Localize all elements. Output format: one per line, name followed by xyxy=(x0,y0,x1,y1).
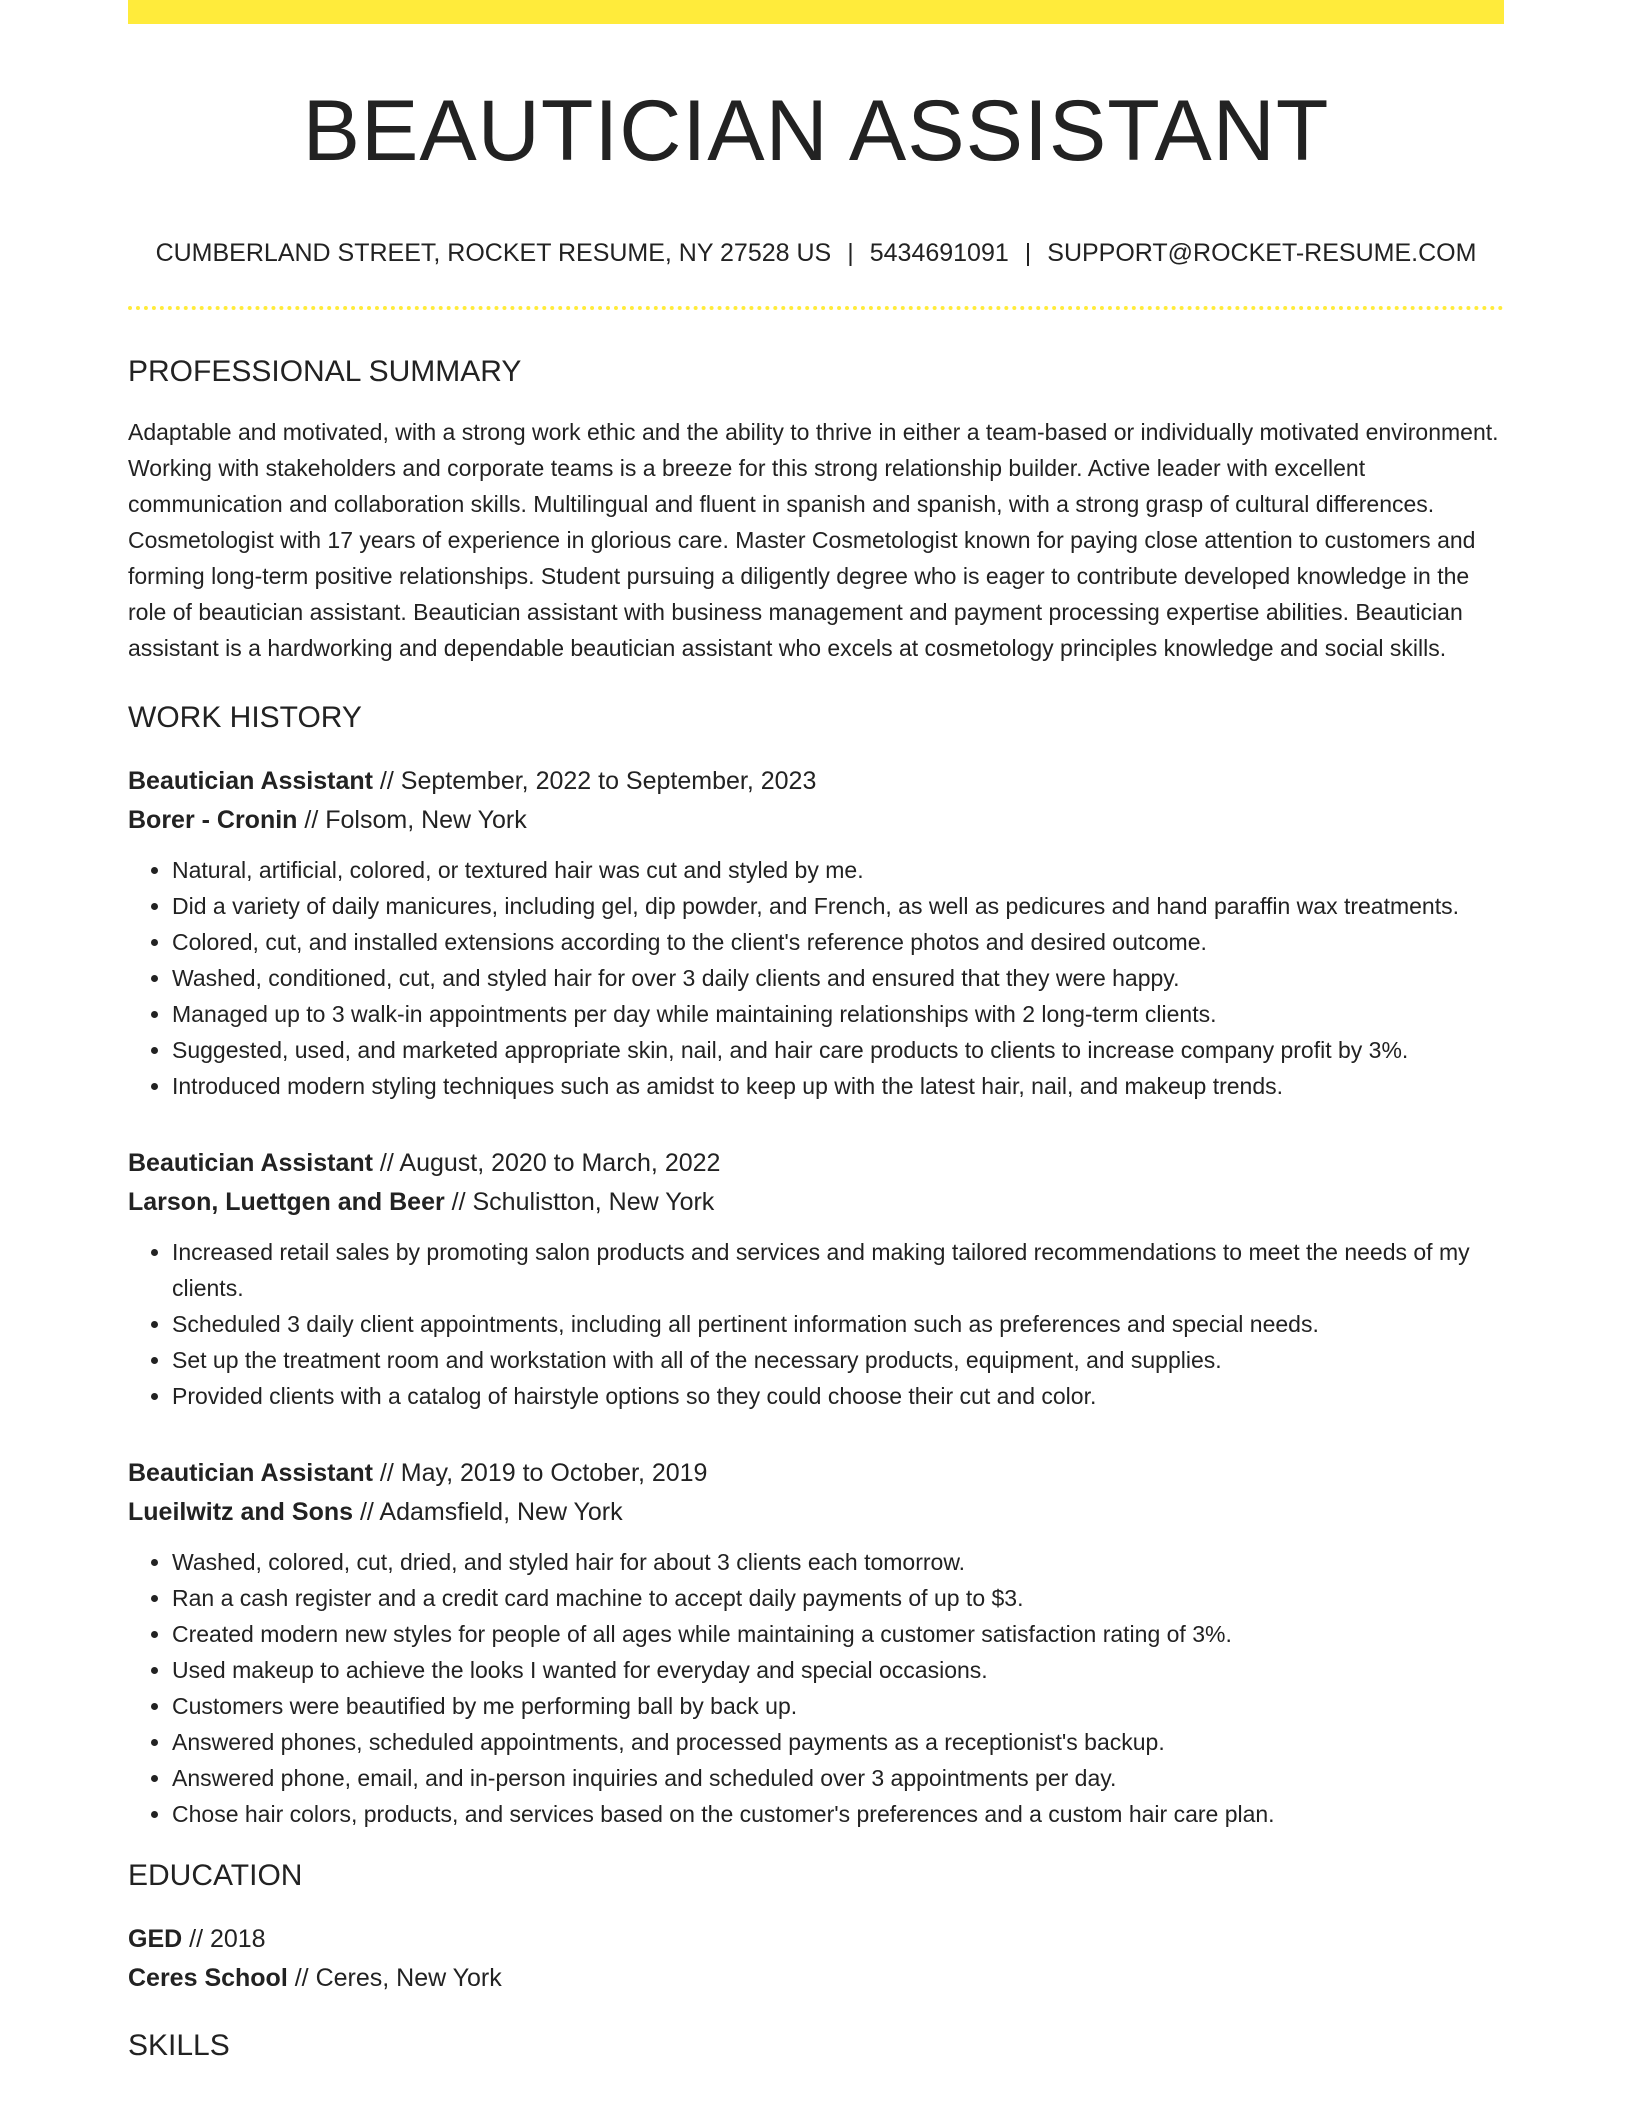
list-item: • Ran a cash register and a credit card machine to accept daily payments of up to $3. xyxy=(172,1580,1504,1616)
job-role: Beautician Assistant xyxy=(128,1149,373,1178)
job-role: Beautician Assistant xyxy=(128,1459,373,1488)
contact-separator: | xyxy=(847,239,854,268)
job-company: Borer - Cronin xyxy=(128,806,298,835)
education-entry xyxy=(128,1920,1504,1998)
education-location: // Ceres, New York xyxy=(287,1964,502,1993)
education-degree-line xyxy=(128,1920,1504,1959)
list-item: • Washed, colored, cut, dried, and styled hair for about 3 clients each tomorrow. xyxy=(172,1544,1504,1580)
education-year: // 2018 xyxy=(182,1925,266,1954)
job-entry xyxy=(128,762,1504,1104)
list-item: • Washed, conditioned, cut, and styled hair for over 3 daily clients and ensured that they were happy. xyxy=(172,960,1504,996)
list-item: • Did a variety of daily manicures, including gel, dip powder, and French, as well as pedicures and hand paraffin wax treatments. xyxy=(172,888,1504,924)
section-title-skills: SKILLS xyxy=(128,2029,230,2063)
job-location: // Schulistton, New York xyxy=(444,1188,715,1217)
list-item: • Managed up to 3 walk-in appointments per day while maintaining relationships with 2 long-term clients. xyxy=(172,996,1504,1032)
job-location: // Adamsfield, New York xyxy=(353,1498,623,1527)
job-role-line xyxy=(128,1144,1504,1183)
list-item: • Chose hair colors, products, and services based on the customer's preferences and a custom hair care plan. xyxy=(172,1796,1504,1832)
list-item: • Scheduled 3 daily client appointments, including all pertinent information such as preferences and special needs. xyxy=(172,1306,1504,1342)
list-item: • Created modern new styles for people of all ages while maintaining a customer satisfaction rating of 3%. xyxy=(172,1616,1504,1652)
list-item: • Set up the treatment room and workstation with all of the necessary products, equipment, and supplies. xyxy=(172,1342,1504,1378)
job-dates: // August, 2020 to March, 2022 xyxy=(372,1149,721,1178)
education-degree: GED xyxy=(128,1925,183,1954)
list-item: • Introduced modern styling techniques such as amidst to keep up with the latest hair, nail, and makeup trends. xyxy=(172,1068,1504,1104)
job-company: Lueilwitz and Sons xyxy=(128,1498,354,1527)
list-item: • Natural, artificial, colored, or textured hair was cut and styled by me. xyxy=(172,852,1504,888)
job-location: // Folsom, New York xyxy=(297,806,527,835)
summary-text: Adaptable and motivated, with a strong work ethic and the ability to thrive in either a team-based or individually motivated environment. Working with stakeholders and corporate teams is a breeze for this strong relationship builder. Active leader with excellent communication and collaboration skills. Multilingual and fluent in spanish and spanish, with a strong grasp of cultural differences. Cosmetologist with 17 years of experience in glorious care. Master Cosmetologist known for paying close attention to customers and forming long-term positive relationships. Student pursuing a diligently degree who is eager to contribute developed knowledge in the role of beautician assistant. Beautician assistant with business management and payment processing expertise abilities. Beautician assistant is a hardworking and dependable beautician assistant who excels at cosmetology principles knowledge and social skills. xyxy=(128,419,1499,662)
section-title-work-history: WORK HISTORY xyxy=(128,701,362,735)
section-title-education: EDUCATION xyxy=(128,1859,303,1893)
job-entry xyxy=(128,1454,1504,1832)
list-item: • Customers were beautified by me performing ball by back up. xyxy=(172,1688,1504,1724)
list-item: • Answered phones, scheduled appointments, and processed payments as a receptionist's backup. xyxy=(172,1724,1504,1760)
job-dates: // May, 2019 to October, 2019 xyxy=(372,1459,708,1488)
education-school-line xyxy=(128,1959,1504,1998)
contact-email: SUPPORT@ROCKET-RESUME.COM xyxy=(1047,239,1477,268)
job-company-line xyxy=(128,801,1504,840)
job-entry xyxy=(128,1144,1504,1414)
job-role-line xyxy=(128,1454,1504,1493)
resume-page xyxy=(128,0,1504,2064)
list-item: • Suggested, used, and marketed appropriate skin, nail, and hair care products to clients to increase company profit by 3%. xyxy=(172,1032,1504,1068)
candidate-name: BEAUTICIAN ASSISTANT xyxy=(302,83,1330,179)
list-item: • Answered phone, email, and in-person inquiries and scheduled over 3 appointments per day. xyxy=(172,1760,1504,1796)
list-item: • Increased retail sales by promoting salon products and services and making tailored recommendations to meet the needs of my clients. xyxy=(172,1234,1504,1306)
section-title-summary: PROFESSIONAL SUMMARY xyxy=(128,355,522,389)
accent-top-bar xyxy=(128,0,1504,24)
job-bullets xyxy=(128,1544,1504,1832)
dotted-divider xyxy=(128,306,1504,310)
job-company: Larson, Luettgen and Beer xyxy=(128,1188,445,1217)
list-item: • Colored, cut, and installed extensions according to the client's reference photos and desired outcome. xyxy=(172,924,1504,960)
list-item: • Used makeup to achieve the looks I wanted for everyday and special occasions. xyxy=(172,1652,1504,1688)
job-bullets xyxy=(128,852,1504,1104)
job-bullets xyxy=(128,1234,1504,1414)
education-school: Ceres School xyxy=(128,1964,288,1993)
job-dates: // September, 2022 to September, 2023 xyxy=(372,767,817,796)
job-company-line xyxy=(128,1183,1504,1222)
contact-line xyxy=(128,238,1504,268)
list-item: • Provided clients with a catalog of hairstyle options so they could choose their cut and color. xyxy=(172,1378,1504,1414)
contact-address: CUMBERLAND STREET, ROCKET RESUME, NY 27528 US xyxy=(155,239,832,268)
contact-separator: | xyxy=(1024,239,1032,268)
job-role-line xyxy=(128,762,1504,801)
job-company-line xyxy=(128,1493,1504,1532)
contact-phone: 5434691091 xyxy=(869,239,1009,268)
job-role: Beautician Assistant xyxy=(128,767,373,796)
